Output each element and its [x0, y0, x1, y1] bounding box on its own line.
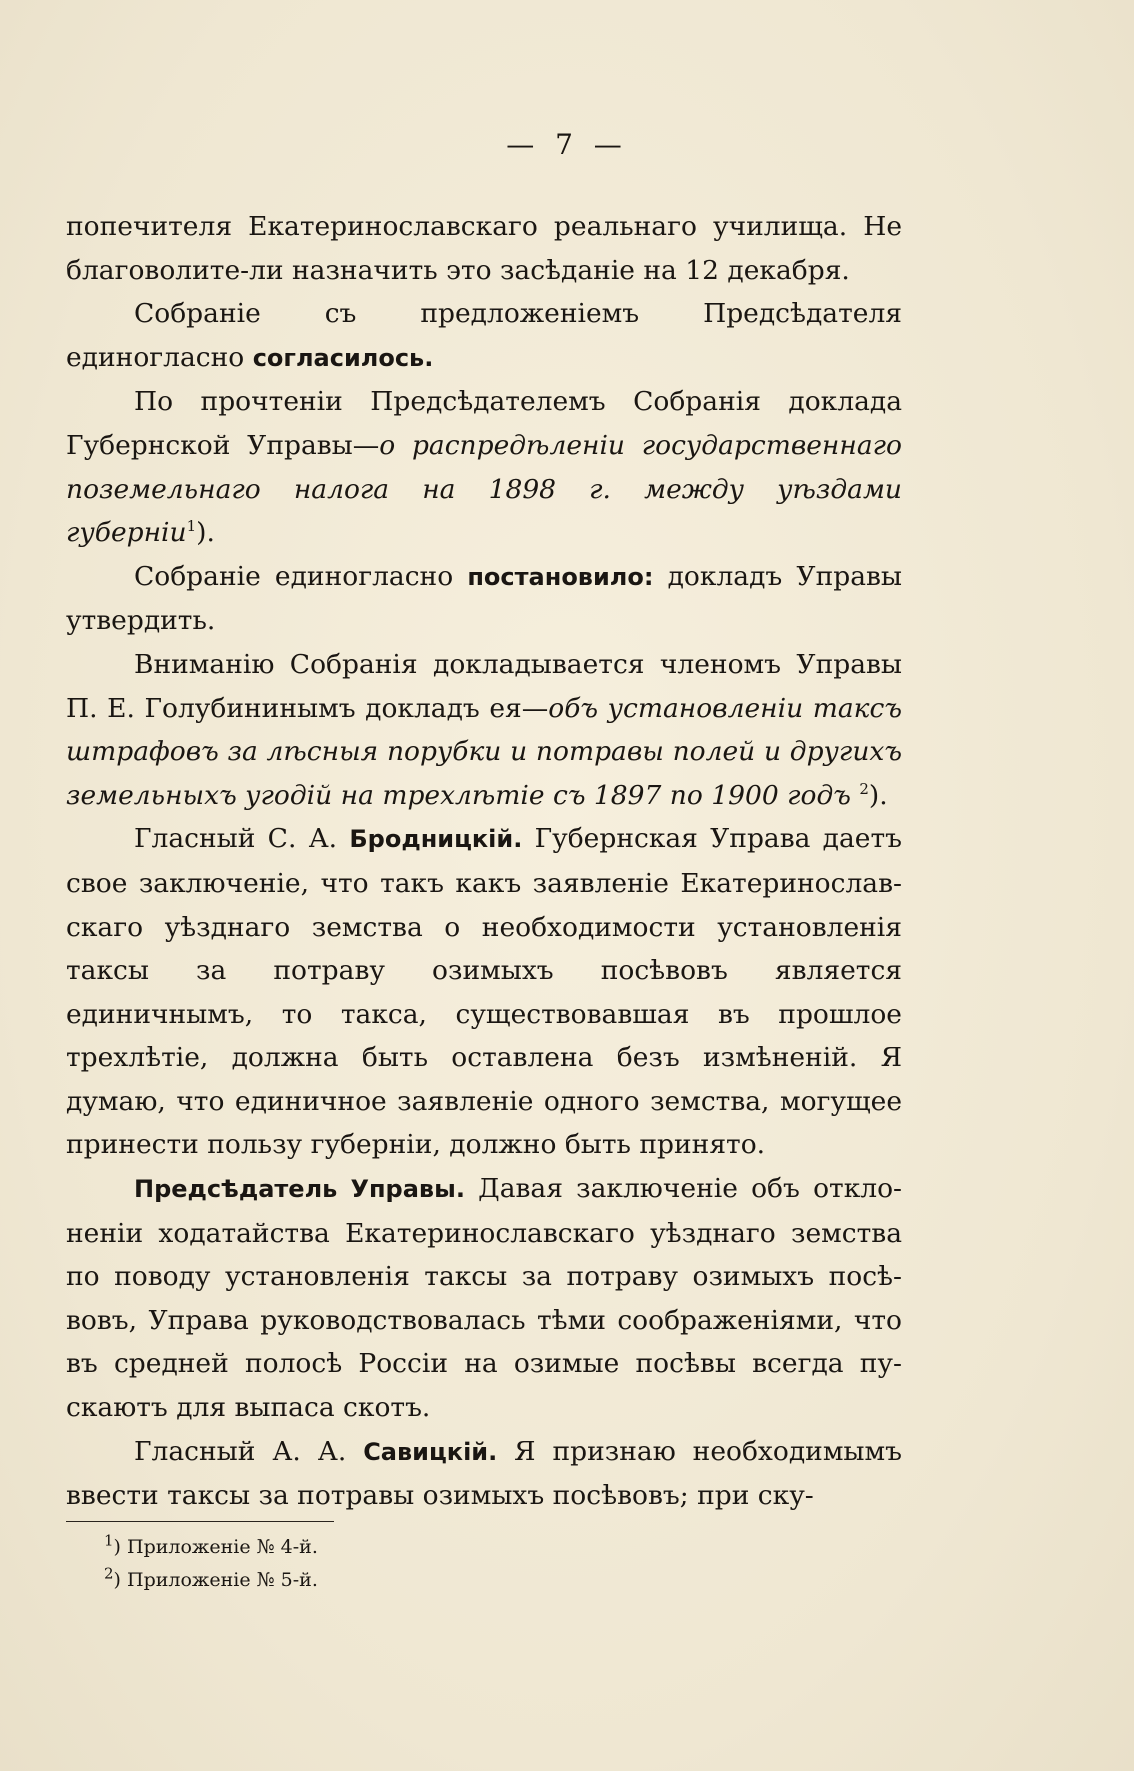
footnote-text: ) Приложеніе № 5-й.: [113, 1569, 318, 1591]
bold-name: Предсѣдатель Управы.: [134, 1175, 465, 1204]
text-run: Гласный А. А.: [134, 1435, 364, 1467]
text-run: докладъ Управы утвердить.: [66, 560, 902, 637]
footnote-text: ) Приложеніе № 4-й.: [113, 1536, 318, 1558]
paragraph: [66, 1167, 902, 1430]
paragraph: [66, 643, 902, 817]
footnote-number: 2: [104, 1564, 114, 1583]
text-run: По прочтеніи Предсѣдателемъ Собранія доклада Губернской Управы—: [66, 386, 902, 461]
italic-title: о распредѣленіи государственнаго поземельнаго налога на 1898 г. между уѣздами губерніи: [66, 429, 902, 549]
text-run: Вниманію Собранія докладывается членомъ Управы П. Е. Голубининымъ докладъ ея—: [66, 648, 902, 724]
footnote-rule: [66, 1521, 334, 1522]
italic-title: объ установленіи таксъ штрафовъ за лѣсныя порубки и потравы полей и другихъ земельныхъ угодій на трехлѣтіе съ 1897 по 1900 годъ: [66, 692, 902, 811]
footnote: [104, 1531, 318, 1564]
paragraph: [66, 1430, 902, 1518]
text-run: Я признаю необходимымъ ввести таксы за потравы озимыхъ посѣвовъ; при ску-: [66, 1435, 902, 1512]
page-number: — 7 —: [506, 128, 628, 161]
body-text: [66, 205, 902, 1518]
text-run: ).: [196, 517, 215, 549]
bold-name: постановило:: [467, 562, 654, 591]
text-run: Собраніе единогласно: [134, 560, 468, 592]
text-run: ).: [868, 779, 888, 811]
paragraph: [66, 555, 902, 643]
paragraph: [66, 205, 902, 292]
footnotes: [104, 1531, 318, 1597]
footnote-number: 1: [104, 1531, 114, 1550]
text-run: Давая заключеніе объ отклоненіи ходатайства Екатеринославскаго уѣзднаго земства по поводу установленія таксы за потраву озимыхъ посѣвовъ, Управа руководствовалась тѣми соображеніями, что въ средней полосѣ Россіи на озимые посѣвы всегда пускаютъ для выпаса скотъ.: [66, 1173, 903, 1424]
paragraph: [66, 380, 902, 554]
footnote-mark: 2: [859, 779, 869, 798]
text-run: попечителя Екатеринославскаго реальнаго училища. Не благоволите-ли назначить это засѣданіе на 12 декабря.: [66, 211, 902, 286]
paragraph: [66, 292, 902, 380]
footnote: [104, 1564, 318, 1597]
bold-name: согласилось.: [252, 343, 434, 372]
text-run: Собраніе съ предложеніемъ Предсѣдателя единогласно: [66, 298, 902, 373]
text-run: Гласный С. А.: [134, 823, 350, 855]
paragraph: [66, 817, 902, 1167]
footnote-mark: 1: [186, 517, 197, 536]
text-run: Губернская Управа даетъ свое заключеніе, что такъ какъ заявленіе Екатеринославскаго уѣзднаго земства о необходимости установленія таксы за потраву озимыхъ посѣвовъ является единичнымъ, то такса, существовавшая въ прошлое трехлѣтіе, должна быть оставлена безъ измѣненій. Я думаю, что единичное заявленіе одного земства, могущее принести пользу губерніи, должно быть принято.: [66, 823, 902, 1161]
bold-name: Савицкій.: [363, 1437, 498, 1466]
bold-name: Бродницкій.: [349, 825, 523, 854]
